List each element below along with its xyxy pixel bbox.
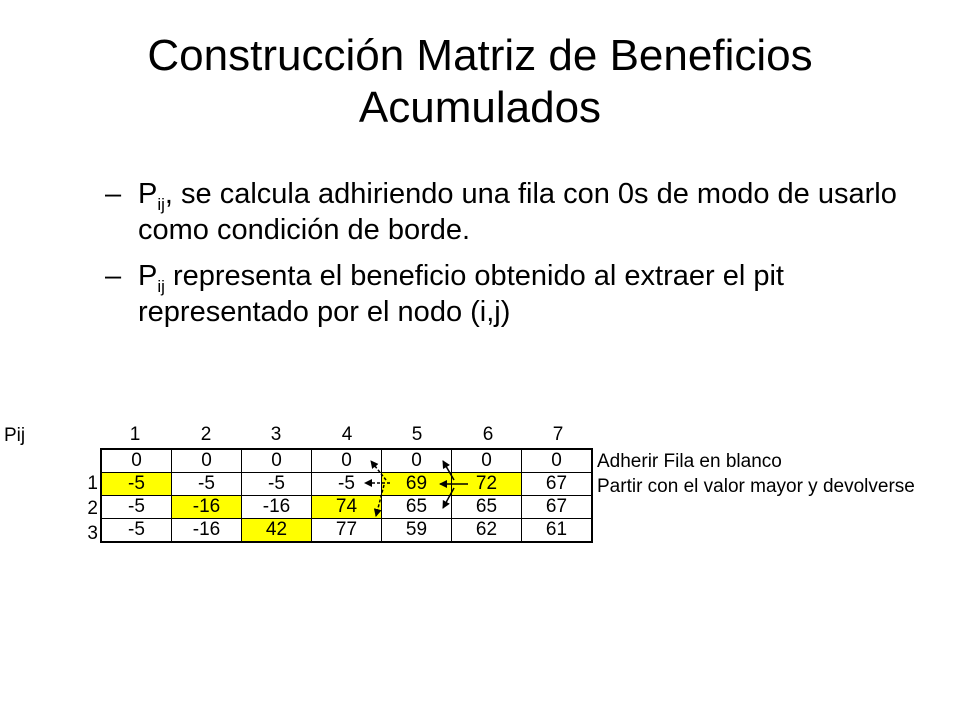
matrix-cell: 65 [452,496,522,519]
column-header: 5 [411,424,423,445]
matrix-cell: 74 [312,496,382,519]
matrix-cell: 0 [242,449,312,473]
matrix-cell: -16 [172,496,242,519]
column-header: 2 [200,424,212,445]
matrix-cell: 67 [522,473,593,496]
matrix-cell: -16 [242,496,312,519]
row-header: 1 [87,473,98,494]
note-start-max: Partir con el valor mayor y devolverse [597,476,915,497]
arrow-72-to-0 [443,461,454,480]
column-header: 1 [129,424,141,445]
matrix-cell: 0 [522,449,593,473]
matrix-cell: 67 [522,496,593,519]
matrix-cell: 0 [452,449,522,473]
matrix-cell: -16 [172,519,242,543]
matrix-cell: 0 [382,449,452,473]
bullet-subscript: ij [157,195,165,214]
bullet-dash: – [105,178,122,210]
matrix-label: Pij [4,425,26,446]
arrow-69-to-74 [376,485,384,516]
slide-title: Construcción Matriz de Beneficios Acumulados [147,31,813,132]
bullet-symbol: P [138,178,158,210]
note-blank-row: Adherir Fila en blanco [597,451,782,472]
matrix-cell: 0 [312,449,382,473]
matrix-cell: 0 [172,449,242,473]
bullet-symbol: P [138,260,158,292]
matrix-cell: 77 [312,519,382,543]
arrow-69-to-0 [371,461,386,480]
matrix-cell: 72 [452,473,522,496]
arrow-72-to-65 [443,488,454,508]
matrix-cell: -5 [101,519,172,543]
matrix-cell: 61 [522,519,593,543]
bullet-subscript: ij [157,277,165,296]
row-header: 3 [87,523,98,544]
matrix-cell: -5 [101,496,172,519]
column-header: 7 [552,424,564,445]
bullet-text: , se calcula adhiriendo una fila con 0s de modo de usarlo como condición de borde. [138,178,897,246]
column-header: 3 [270,424,282,445]
bullet-text: representa el beneficio obtenido al extraer el pit representado por el nodo (i,j) [138,260,784,328]
bullet-dash: – [105,260,122,292]
column-header: 4 [341,424,353,445]
matrix-cell: 42 [242,519,312,543]
matrix-cell: 69 [382,473,452,496]
matrix-cell: -5 [242,473,312,496]
column-header: 6 [482,424,494,445]
matrix-cell: -5 [312,473,382,496]
matrix-cell: 0 [101,449,172,473]
matrix-cell: -5 [172,473,242,496]
row-header: 2 [87,498,98,519]
matrix-cell: 65 [382,496,452,519]
matrix-cell: 59 [382,519,452,543]
matrix-cell: -5 [101,473,172,496]
matrix-cell: 62 [452,519,522,543]
